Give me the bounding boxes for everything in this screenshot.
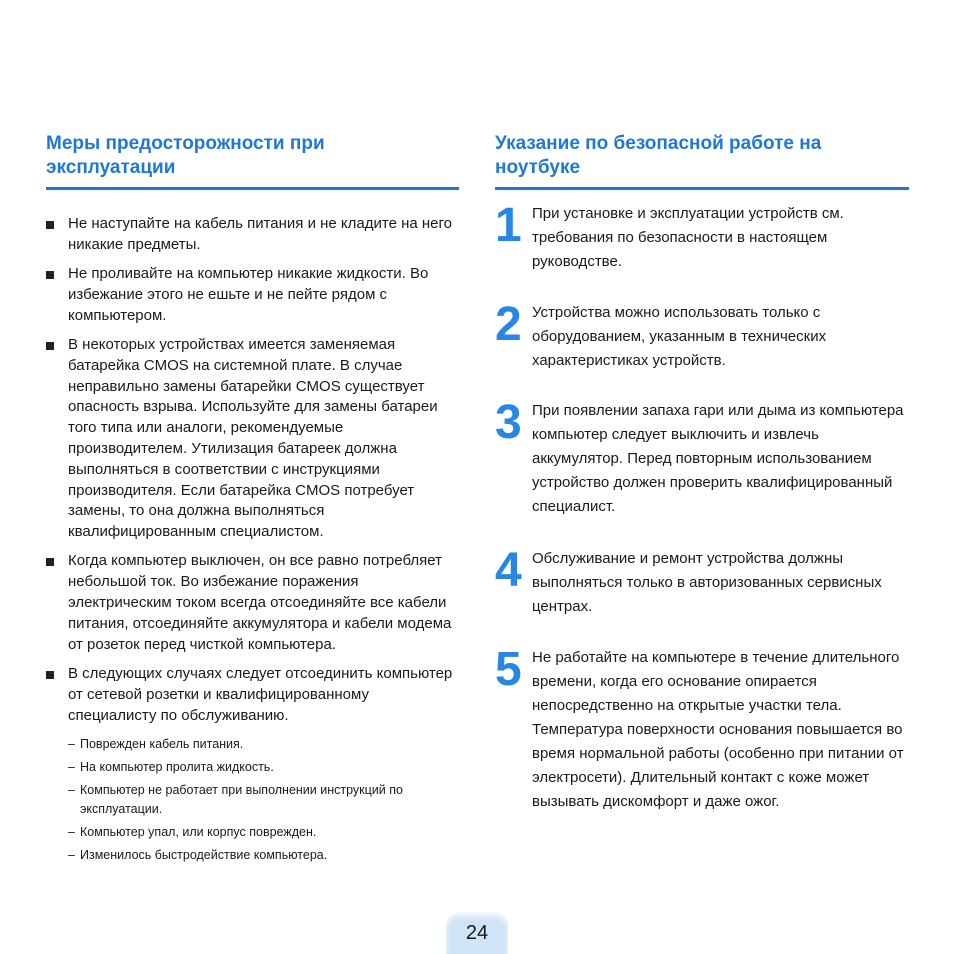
sub-item-text: Компьютер упал, или корпус поврежден.	[80, 825, 317, 840]
sub-item-text: На компьютер пролита жидкость.	[80, 759, 274, 774]
sub-item	[68, 758, 459, 778]
step-text: Устройства можно использовать только с оборудованием, указанным в технических характеристиках устройств.	[532, 304, 827, 369]
dash-icon: –	[68, 736, 75, 751]
precautions-list	[46, 214, 459, 726]
list-item-text: В следующих случаях следует отсоединить компьютер от сетевой розетки и квалифицированному специалисту по обслуживанию.	[68, 664, 453, 724]
disconnect-cases-list	[46, 735, 459, 866]
step-item	[495, 396, 909, 519]
step-text: При установке и эксплуатации устройств см. требования по безопасности в настоящем руководстве.	[532, 205, 844, 270]
sub-item	[68, 823, 459, 843]
list-item	[46, 551, 459, 655]
sub-item	[68, 735, 459, 755]
dash-icon: –	[68, 782, 75, 797]
right-column	[495, 132, 909, 810]
dash-icon: –	[68, 759, 75, 774]
sub-item-text: Компьютер не работает при выполнении инструкций по эксплуатации.	[80, 782, 403, 817]
bullet-square-icon	[46, 271, 54, 279]
page-number: 24	[465, 922, 489, 944]
list-item-text: Не наступайте на кабель питания и не кладите на него никакие предметы.	[68, 215, 453, 253]
sub-item	[68, 781, 459, 820]
list-item	[46, 264, 459, 326]
section-heading-precautions: Меры предосторожности при эксплуатации	[46, 133, 325, 178]
step-text: При появлении запаха гари или дыма из компьютера компьютер следует выключить и извлечь аккумулятор. Перед повторным использованием устройство должен проверить квалифицированный специалист.	[532, 402, 904, 515]
step-number: 5	[495, 643, 520, 696]
list-item-text: В некоторых устройствах имеется заменяемая батарейка CMOS на системной плате. В случае неправильно замены батарейки CMOS существует опасность взрыва. Используйте для замены батареи того типа или аналоги, рекомендуемые производителем. Утилизация батареек должна выполняться в соответствии с инструкциями производителя. Если батарейка CMOS потребует замены, то она должна выполняться квалифицированным специалистом.	[68, 335, 438, 541]
list-item-text: Когда компьютер выключен, он все равно потребляет небольшой ток. Во избежание поражения электрическим током всегда отсоединяйте все кабели питания, отсоединяйте аккумулятора и кабели модема от розеток перед чисткой компьютера.	[68, 552, 452, 653]
page-number-tab	[446, 912, 508, 954]
bullet-square-icon	[46, 342, 54, 350]
dash-icon: –	[68, 825, 75, 840]
step-number: 4	[495, 544, 520, 597]
step-item	[495, 298, 909, 373]
step-number: 1	[495, 199, 520, 252]
bullet-square-icon	[46, 221, 54, 229]
step-item	[495, 643, 909, 814]
sub-item	[68, 846, 459, 866]
step-text: Не работайте на компьютере в течение длительного времени, когда его основание опирается непосредственно на открытые участки тела. Температура поверхности основания повышается во время нормальной работы (особенно при питании от электросети). Длительный контакт с коже может вызывать дискомфорт и даже ожог.	[532, 649, 904, 810]
step-number: 3	[495, 396, 520, 449]
list-item	[46, 214, 459, 256]
sub-item-text: Поврежден кабель питания.	[80, 736, 244, 751]
list-item	[46, 664, 459, 726]
heading-divider	[495, 187, 909, 190]
list-item-text: Не проливайте на компьютер никакие жидкости. Во избежание этого не ешьте и не пейте рядом с компьютером.	[68, 265, 429, 324]
step-item	[495, 199, 909, 274]
step-text: Обслуживание и ремонт устройства должны выполняться только в авторизованных сервисных центрах.	[532, 550, 882, 615]
list-item	[46, 335, 459, 543]
sub-item-text: Изменилось быстродействие компьютера.	[80, 848, 328, 863]
step-number: 2	[495, 298, 520, 351]
section-heading-safe-work: Указание по безопасной работе на ноутбуке	[495, 133, 822, 178]
heading-divider	[46, 187, 459, 190]
step-item	[495, 544, 909, 619]
bullet-square-icon	[46, 671, 54, 679]
bullet-square-icon	[46, 558, 54, 566]
left-column	[46, 132, 459, 869]
dash-icon: –	[68, 848, 75, 863]
